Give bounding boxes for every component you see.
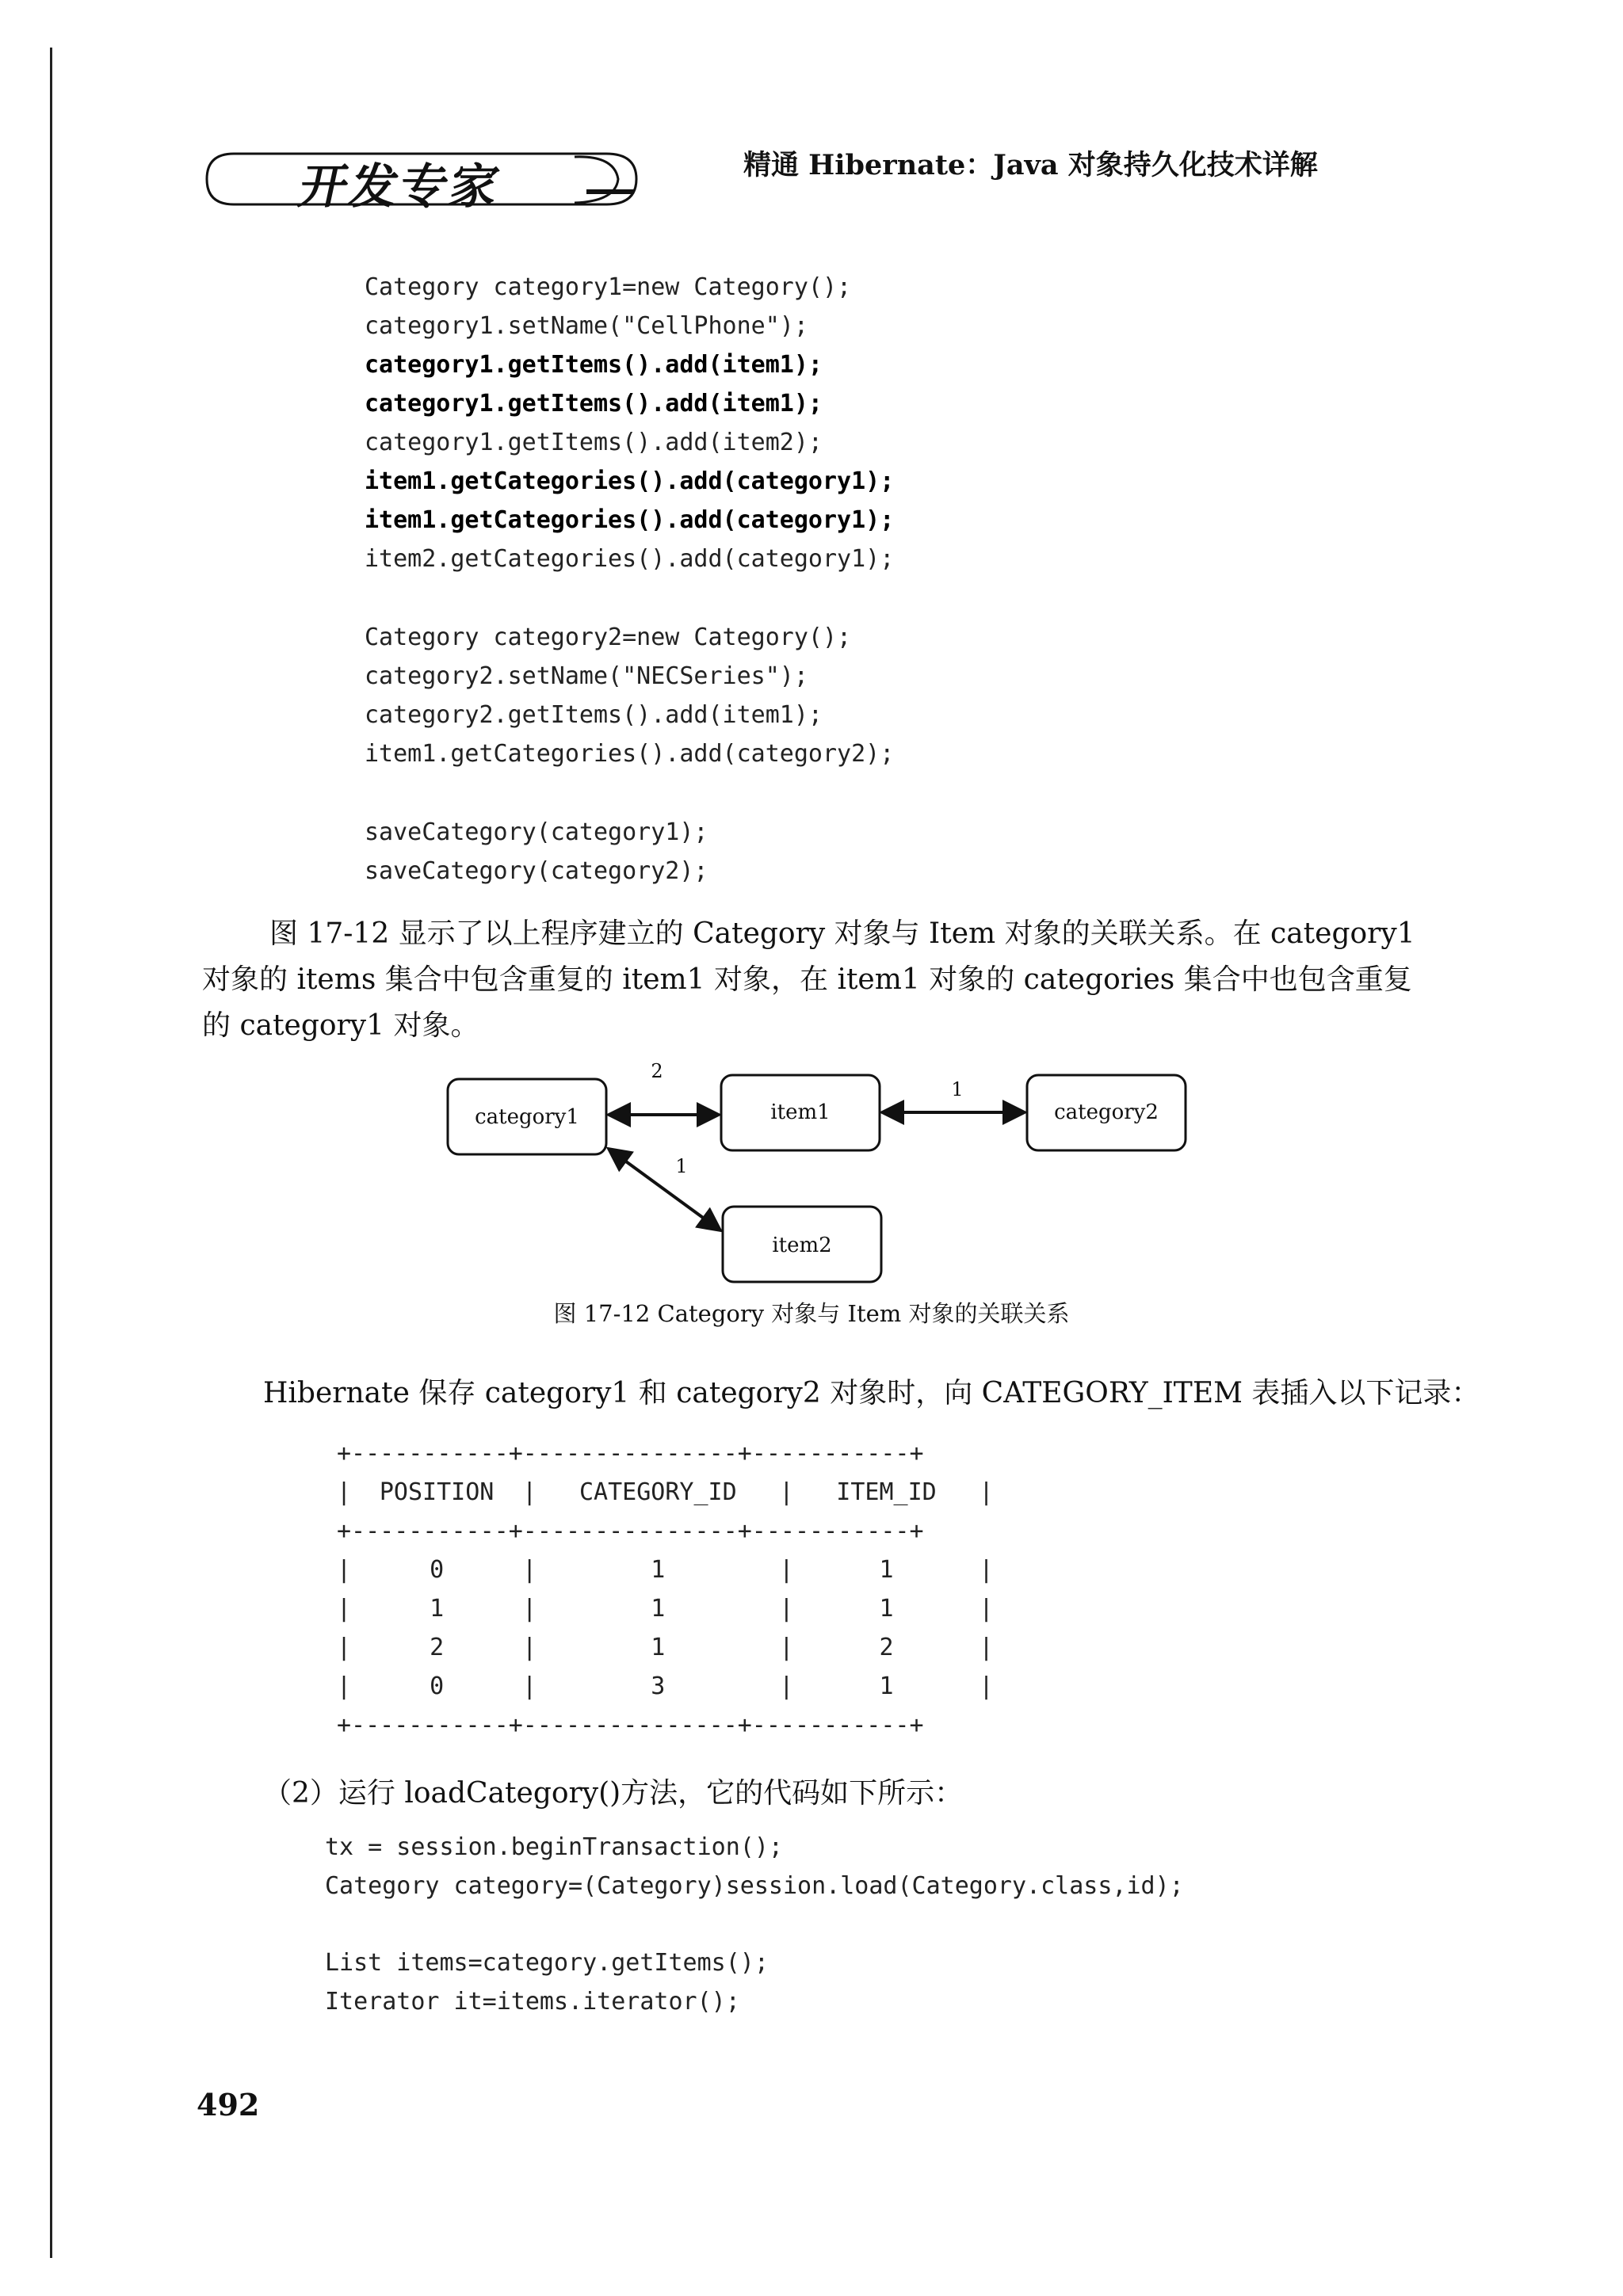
running-header-title: 精通 Hibernate：Java 对象持久化技术详解	[743, 149, 1318, 181]
table-cell: 2	[430, 1634, 445, 1661]
table-cell: 0	[430, 1556, 445, 1584]
edge-label: 1	[951, 1078, 964, 1100]
table-header-cell: ITEM_ID	[836, 1478, 937, 1506]
table-cell: 3	[651, 1672, 666, 1700]
code-line-highlighted: category1.getItems().add(item1);	[365, 390, 823, 418]
table-border: +-----------+---------------+-----------+	[337, 1440, 924, 1467]
code-line: category1.setName("CellPhone");	[365, 312, 808, 340]
code-line: category2.getItems().add(item1);	[365, 701, 823, 729]
code-line-highlighted: category1.getItems().add(item1);	[365, 351, 823, 379]
node-item1	[721, 1075, 880, 1150]
table-border: +-----------+---------------+-----------+	[337, 1711, 924, 1739]
edge-category1-item2	[609, 1149, 720, 1230]
page-number: 492	[197, 2087, 260, 2122]
code-line: item2.getCategories().add(category1);	[365, 545, 895, 573]
table-cell: 1	[430, 1595, 445, 1623]
edge-label: 2	[651, 1060, 663, 1082]
paragraph-line: 的 category1 对象。	[202, 1009, 479, 1042]
table-header-cell: POSITION	[379, 1478, 495, 1506]
table-cell: 1	[651, 1556, 666, 1584]
node-label: item2	[772, 1234, 832, 1257]
body-paragraph: （2）运行 loadCategory()方法，它的代码如下所示：	[263, 1777, 964, 1810]
table-cell: 1	[879, 1672, 894, 1700]
node-category2	[1027, 1075, 1186, 1150]
code-line: List items=category.getItems();	[325, 1949, 769, 1977]
code-line: Category category2=new Category();	[365, 624, 852, 651]
paragraph-line: 图 17-12 显示了以上程序建立的 Category 对象与 Item 对象的关联关系。在 category1	[269, 917, 1415, 950]
code-line-highlighted: item1.getCategories().add(category1);	[365, 467, 895, 495]
table-cell: 1	[651, 1634, 666, 1661]
series-badge-text: 开发专家	[294, 159, 506, 215]
body-paragraph: Hibernate 保存 category1 和 category2 对象时，向 CATEGORY_ITEM 表插入以下记录：	[263, 1377, 1480, 1409]
paragraph-line: 对象的 items 集合中包含重复的 item1 对象，在 item1 对象的 categories 集合中也包含重复	[202, 963, 1412, 996]
table-row: | 0 | 3 | 1 |	[337, 1671, 994, 1703]
table-cell: 2	[879, 1634, 894, 1661]
table-row: | 0 | 1 | 1 |	[337, 1554, 994, 1586]
node-item2	[723, 1207, 881, 1282]
code-line: saveCategory(category2);	[365, 857, 708, 885]
code-line: Category category1=new Category();	[365, 273, 852, 301]
node-label: category2	[1054, 1100, 1159, 1124]
figure-caption: 图 17-12 Category 对象与 Item 对象的关联关系	[553, 1300, 1070, 1327]
table-row: | 1 | 1 | 1 |	[337, 1593, 994, 1625]
code-line: saveCategory(category1);	[365, 818, 708, 846]
code-line: item1.getCategories().add(category2);	[365, 740, 895, 768]
edge-label: 1	[675, 1155, 688, 1177]
table-cell: 1	[879, 1556, 894, 1584]
code-line: tx = session.beginTransaction();	[325, 1833, 783, 1861]
table-row: | 2 | 1 | 2 |	[337, 1632, 994, 1664]
node-category1	[448, 1079, 606, 1154]
node-label: item1	[770, 1100, 831, 1124]
code-line: category2.setName("NECSeries");	[365, 662, 808, 690]
code-line: category1.getItems().add(item2);	[365, 429, 823, 456]
code-line: Category category=(Category)session.load(Category.class,id);	[325, 1872, 1184, 1900]
table-cell: 0	[430, 1672, 445, 1700]
table-cell: 1	[879, 1595, 894, 1623]
table-header-row: | POSITION | CATEGORY_ID | ITEM_ID |	[337, 1477, 994, 1508]
node-label: category1	[475, 1105, 579, 1129]
code-line: Iterator it=items.iterator();	[325, 1988, 740, 2016]
table-border: +-----------+---------------+-----------+	[337, 1517, 924, 1545]
table-cell: 1	[651, 1595, 666, 1623]
code-line-highlighted: item1.getCategories().add(category1);	[365, 506, 895, 534]
table-header-cell: CATEGORY_ID	[579, 1478, 737, 1506]
